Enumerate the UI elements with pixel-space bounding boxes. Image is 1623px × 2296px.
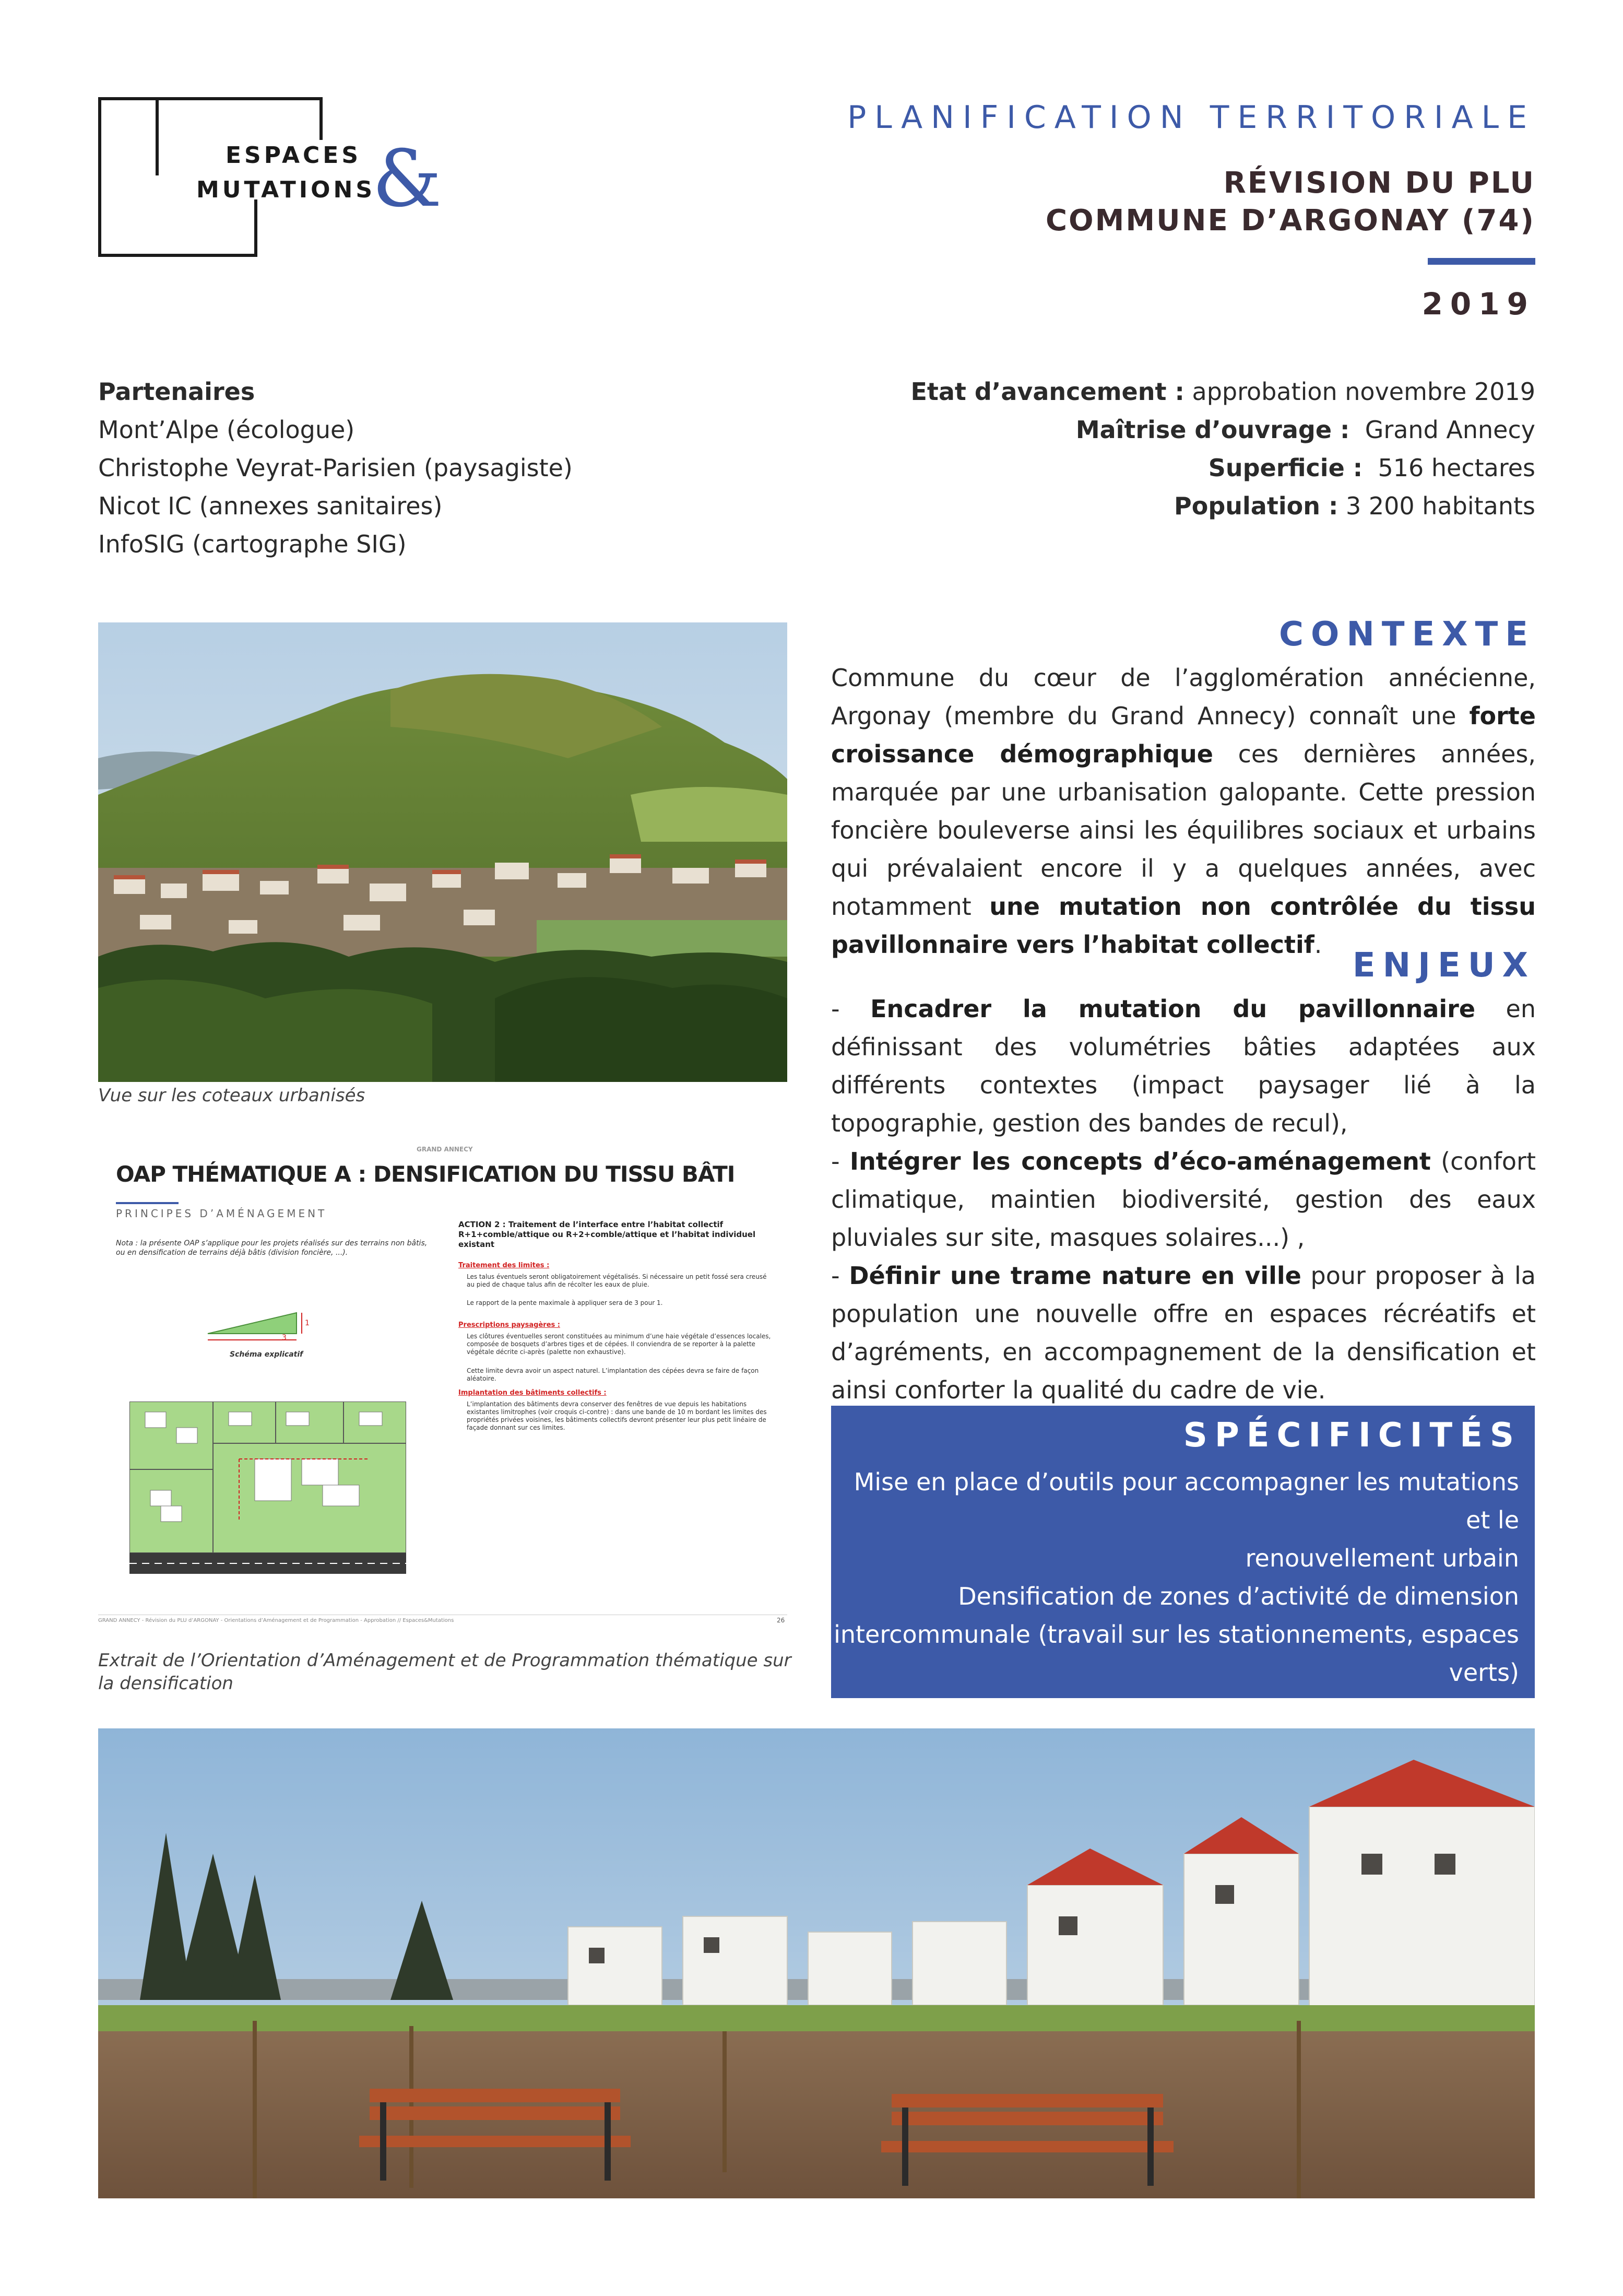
header-title-line1: RÉVISION DU PLU	[1223, 166, 1535, 200]
logo-text-mutations: MUTATIONS	[196, 176, 376, 203]
info-row-area	[910, 449, 1535, 487]
partners-heading: Partenaires	[98, 378, 255, 406]
oap-slope-label-h: 1	[305, 1319, 310, 1327]
oap-text: Cette limite devra avoir un aspect naturel. L’implantation des cépées devra se faire de façon aléatoire.	[467, 1367, 759, 1382]
specificites-line: Densification de zones d’activité de dimension	[958, 1582, 1519, 1610]
contexte-paragraph	[831, 659, 1536, 964]
oap-heading-implantation: Implantation des bâtiments collectifs :	[458, 1389, 607, 1397]
partner-item: Nicot IC (annexes sanitaires)	[98, 492, 443, 520]
contexte-bold: forte croissance démographique	[831, 702, 1536, 768]
info-label: Maîtrise d’ouvrage :	[1075, 416, 1350, 444]
oap-action-title: ACTION 2 : Traitement de l’interface entre l’habitat collectif R+1+comble/attique ou R+2+comble/attique et l’habitat individuel existant	[458, 1220, 756, 1249]
info-row-owner	[910, 411, 1535, 449]
partner-item: InfoSIG (cartographe SIG)	[98, 530, 407, 558]
specificites-lines	[831, 1463, 1519, 1768]
oap-brand: GRAND ANNECY	[417, 1146, 473, 1153]
oap-heading-paysage: Prescriptions paysagères :	[458, 1321, 560, 1329]
partner-item: Mont’Alpe (écologue)	[98, 416, 355, 444]
info-value: 3 200 habitants	[1345, 492, 1535, 520]
specificites-line: intercommunale (travail sur les stationnements, espaces verts)	[834, 1620, 1519, 1687]
oap-site-plan	[129, 1402, 406, 1574]
enjeux-text: pour proposer à la population une nouvelle offre en espaces récréatifs et d’agréments, en accompagnement de la densification et ainsi conforter la qualité du cadre de vie.	[831, 1262, 1536, 1404]
oap-footer: GRAND ANNECY - Révision du PLU d’ARGONAY - Orientations d’Aménagement et de Programmation - Approbation // Espaces&Mutations	[98, 1618, 454, 1623]
oap-slope-label-w: 3	[282, 1334, 287, 1342]
oap-text: Les clôtures éventuelles seront constituées au minimum d’une haie végétale d’essences locales, composée de bosquets d’arbres tiges et de cépées. Il conviendra de se reporter à la palette végétale décrite ci-après (palette non exhaustive).	[467, 1333, 771, 1356]
enjeux-item	[831, 1257, 1536, 1409]
photo-hillside	[98, 622, 787, 1082]
contexte-text: ces dernières années, marquée par une urbanisation galopante. Cette pression foncière bouleverse ainsi les équilibres sociaux et urbains qui prévalaient encore il y a quelques années, avec notamment	[831, 740, 1536, 921]
info-value: Grand Annecy	[1365, 416, 1535, 444]
oap-text: Le rapport de la pente maximale à appliquer sera de 3 pour 1.	[467, 1299, 663, 1306]
oap-text: Les talus éventuels seront obligatoirement végétalisés. Si nécessaire un petit fossé sera creusé au pied de chaque talus afin de récolter les eaux de pluie.	[467, 1273, 767, 1288]
info-row-population	[910, 487, 1535, 525]
info-label: Superficie :	[1208, 454, 1363, 482]
caption-photo-hillside: Vue sur les coteaux urbanisés	[98, 1085, 365, 1106]
enjeux-text: (confort climatique, maintien biodiversité, gestion des eaux pluviales sur site, masques solaires...) ,	[831, 1147, 1536, 1252]
header-accent-bar	[1428, 258, 1535, 265]
section-title-contexte: CONTEXTE	[1278, 615, 1535, 654]
enjeux-bold: Encadrer la mutation du pavillonnaire	[870, 995, 1476, 1023]
partners-block	[98, 373, 573, 563]
info-label: Etat d’avancement :	[910, 378, 1184, 406]
oap-subtitle: PRINCIPES D’AMÉNAGEMENT	[116, 1207, 327, 1220]
info-value: approbation novembre 2019	[1192, 378, 1535, 406]
enjeux-list	[831, 990, 1536, 1409]
caption-oap: Extrait de l’Orientation d’Aménagement et de Programmation thématique sur la densification	[98, 1650, 791, 1694]
section-title-specificites: SPÉCIFICITÉS	[1183, 1416, 1521, 1455]
specificites-box	[831, 1406, 1535, 1725]
photo-park-benches	[98, 1728, 1535, 2198]
enjeux-dash: -	[831, 1262, 849, 1290]
info-value: 516 hectares	[1378, 454, 1535, 482]
info-label: Population :	[1174, 492, 1338, 520]
specificites-line: Orientations d’Aménagement et de Programmation	[901, 1697, 1519, 1725]
section-title-enjeux: ENJEUX	[1352, 946, 1535, 985]
header-category: PLANIFICATION TERRITORIALE	[847, 99, 1535, 136]
enjeux-bold: Définir une trame nature en ville	[849, 1262, 1301, 1290]
logo	[98, 97, 443, 257]
enjeux-text: en définissant des volumétries bâties adaptées aux différents contextes (impact paysager lié à la topographie, gestion des bandes de recul),	[831, 995, 1536, 1137]
oap-heading-limites: Traitement des limites :	[458, 1262, 550, 1269]
logo-ampersand: &	[372, 134, 442, 225]
oap-document-excerpt	[98, 1146, 787, 1631]
contexte-text: Commune du cœur de l’agglomération annécienne, Argonay (membre du Grand Annecy) connaît une	[831, 664, 1536, 730]
contexte-bold: une mutation non contrôlée du tissu pavillonnaire vers l’habitat collectif	[831, 892, 1536, 959]
oap-slope-diagram	[203, 1302, 328, 1370]
oap-text: L’implantation des bâtiments devra conserver des fenêtres de vue depuis les habitations existantes limitrophes (voir croquis ci-contre) : dans une bande de 10 m bordant les limites des propriétés privées voisines, les bâtiments collectifs devront présenter leur plus petit linéaire de façade donnant sur ces limites.	[467, 1400, 767, 1431]
oap-schema-label: Schéma explicatif	[230, 1350, 303, 1359]
enjeux-item	[831, 990, 1536, 1143]
specificites-line: Mise en place d’outils pour accompagner les mutations et le	[854, 1468, 1519, 1534]
enjeux-item	[831, 1143, 1536, 1257]
project-info	[910, 373, 1535, 525]
contexte-text: .	[1314, 931, 1322, 959]
header-title-line2: COMMUNE D’ARGONAY (74)	[1045, 204, 1535, 238]
enjeux-dash: -	[831, 995, 871, 1023]
oap-page-number: 26	[777, 1617, 785, 1624]
specificites-line: renouvellement urbain	[1245, 1544, 1519, 1572]
oap-title-bar	[116, 1202, 179, 1204]
enjeux-dash: -	[831, 1147, 850, 1175]
logo-text-espaces: ESPACES	[226, 142, 362, 169]
partner-item: Christophe Veyrat-Parisien (paysagiste)	[98, 454, 573, 482]
oap-title: OAP THÉMATIQUE A : DENSIFICATION DU TISSU BÂTI	[116, 1161, 735, 1187]
header-year: 2019	[1421, 286, 1535, 322]
info-row-status	[910, 373, 1535, 411]
oap-note: Nota : la présente OAP s’applique pour les projets réalisés sur des terrains non bâtis, ou en densification de terrains déjà bâtis (division foncière, ...).	[116, 1239, 428, 1257]
enjeux-bold: Intégrer les concepts d’éco-aménagement	[849, 1147, 1431, 1175]
